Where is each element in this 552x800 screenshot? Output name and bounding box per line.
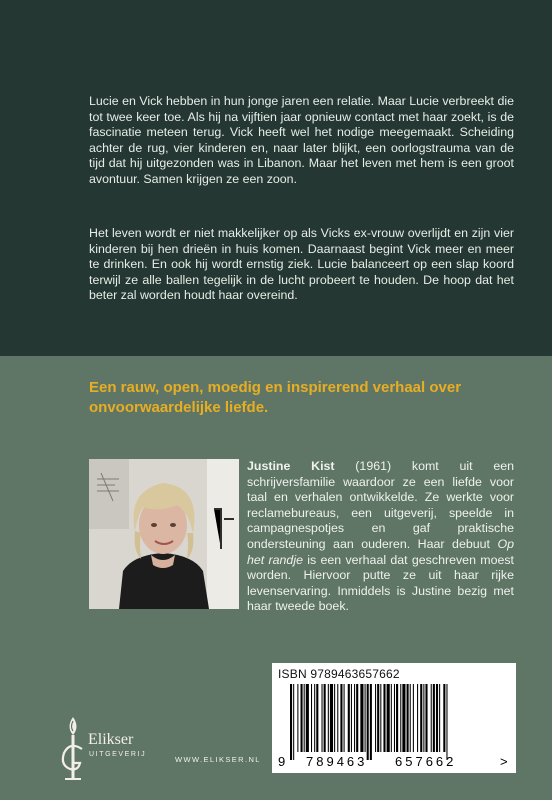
- publisher-emblem-icon: [56, 715, 90, 787]
- author-name: Justine Kist: [247, 459, 335, 473]
- barcode-bar: [311, 684, 312, 752]
- author-bio-part-1: (1961) komt uit een schrijversfamilie waardoor ze een liefde voor taal en verhalen ontwikkelde. Ze werkte voor reclamebureaus, een uitgeverij, speelde in campagnespotjes en gaf praktische ondersteuning aan ouderen. Haar debuut: [247, 459, 514, 551]
- barcode-bar: [314, 684, 315, 752]
- barcode-bar: [304, 684, 305, 752]
- barcode-bar: [322, 684, 323, 752]
- barcode-bar: [410, 684, 411, 752]
- barcode-bar: [370, 684, 372, 760]
- barcode-bar: [423, 684, 424, 752]
- barcode-bar: [324, 684, 326, 752]
- publisher-website: WWW.ELIKSER.NL: [175, 755, 261, 764]
- barcode-bar: [417, 684, 418, 752]
- barcode-bar: [351, 684, 352, 752]
- barcode-bar: [354, 684, 355, 752]
- barcode-bar: [340, 684, 342, 752]
- author-bio-part-2: is een verhaal dat geschreven moest worden. Hiervoor putte ze uit haar rijke levenservaring. Inmiddels is Justine bezig met haar tweede boek.: [247, 552, 514, 614]
- barcode-digit-first: 9: [278, 754, 286, 769]
- barcode-bar: [433, 684, 435, 752]
- barcode-arrow: >: [500, 754, 508, 769]
- barcode-bar: [316, 684, 318, 752]
- publisher-subtitle: UITGEVERIJ: [89, 751, 147, 758]
- isbn-label: ISBN 9789463657662: [278, 667, 400, 681]
- barcode-bar: [290, 684, 292, 760]
- barcode-bar: [420, 684, 422, 752]
- barcode-bar: [396, 684, 398, 752]
- barcode-bar: [344, 684, 345, 752]
- barcode-bar: [367, 684, 369, 760]
- barcode-bar: [330, 684, 333, 752]
- barcode-icon: [276, 682, 512, 770]
- barcode-bar: [407, 684, 409, 752]
- barcode-bar: [293, 684, 294, 760]
- barcode-bar: [356, 684, 358, 752]
- barcode-bar: [436, 684, 438, 752]
- publisher-logo: [56, 715, 166, 787]
- barcode-bar: [439, 684, 440, 752]
- barcode-bar: [297, 684, 298, 752]
- barcode-bar: [391, 684, 392, 752]
- barcode-digits-right: 657662: [395, 754, 457, 769]
- debut-title: Op het randje: [247, 536, 514, 567]
- barcode-bar: [431, 684, 432, 752]
- barcode-bar: [402, 684, 405, 752]
- author-photo: [89, 459, 239, 609]
- barcode-bar: [348, 684, 350, 752]
- barcode-bar: [365, 684, 366, 752]
- barcode-bar: [337, 684, 338, 752]
- barcode-bar: [413, 684, 414, 752]
- publisher-name: Elikser: [88, 731, 134, 748]
- barcode-bar: [334, 684, 335, 752]
- tagline: Een rauw, open, moedig en inspirerend verhaal over onvoorwaardelijke liefde.: [89, 379, 462, 416]
- barcode-bar: [383, 684, 385, 752]
- blurb-paragraph-1: Lucie en Vick hebben in hun jonge jaren een relatie. Maar Lucie verbreekt die tot twee keer toe. Als hij na vijftien jaar opnieuw contact met haar zoekt, is de fascinatie meteen terug. Vick heeft wel het nodige meegemaakt. Scheiding achter de rug, vier kinderen en, naar later blijkt, een oorlogstrauma van de tijd dat hij uitgezonden was in Libanon. Maar het leven met hem is een groot avontuur. Samen krijgen ze een zoon.: [89, 94, 514, 186]
- blurb-paragraph-2: Het leven wordt er niet makkelijker op als Vicks ex-vrouw overlijdt en zijn vier kinderen bij hen drieën in huis komen. Daarnaast begint Vick meer en meer te drinken. En ook hij wordt ernstig ziek. Lucie balanceert op een slap koord terwijl ze alle ballen tegelijk in de lucht probeert te houden. De hoop dat het beter zal worden houdt haar overeind.: [89, 226, 514, 303]
- barcode-bar: [400, 684, 401, 752]
- barcode-digits-left: 789463: [306, 754, 368, 769]
- barcode-bar: [394, 684, 395, 752]
- barcode-bar: [377, 684, 379, 752]
- barcode-bar: [375, 684, 376, 752]
- barcode-bar: [446, 684, 447, 760]
- barcode-bar: [328, 684, 329, 752]
- barcode-bar: [387, 684, 390, 752]
- barcode-bar: [425, 684, 427, 752]
- barcode-bar: [360, 684, 363, 752]
- barcode-bar: [380, 684, 381, 752]
- barcode-bar: [306, 684, 309, 752]
- barcode-bar: [443, 684, 445, 752]
- isbn-barcode-box: [272, 663, 516, 773]
- barcode-bar: [301, 684, 303, 752]
- author-bio: [247, 459, 514, 615]
